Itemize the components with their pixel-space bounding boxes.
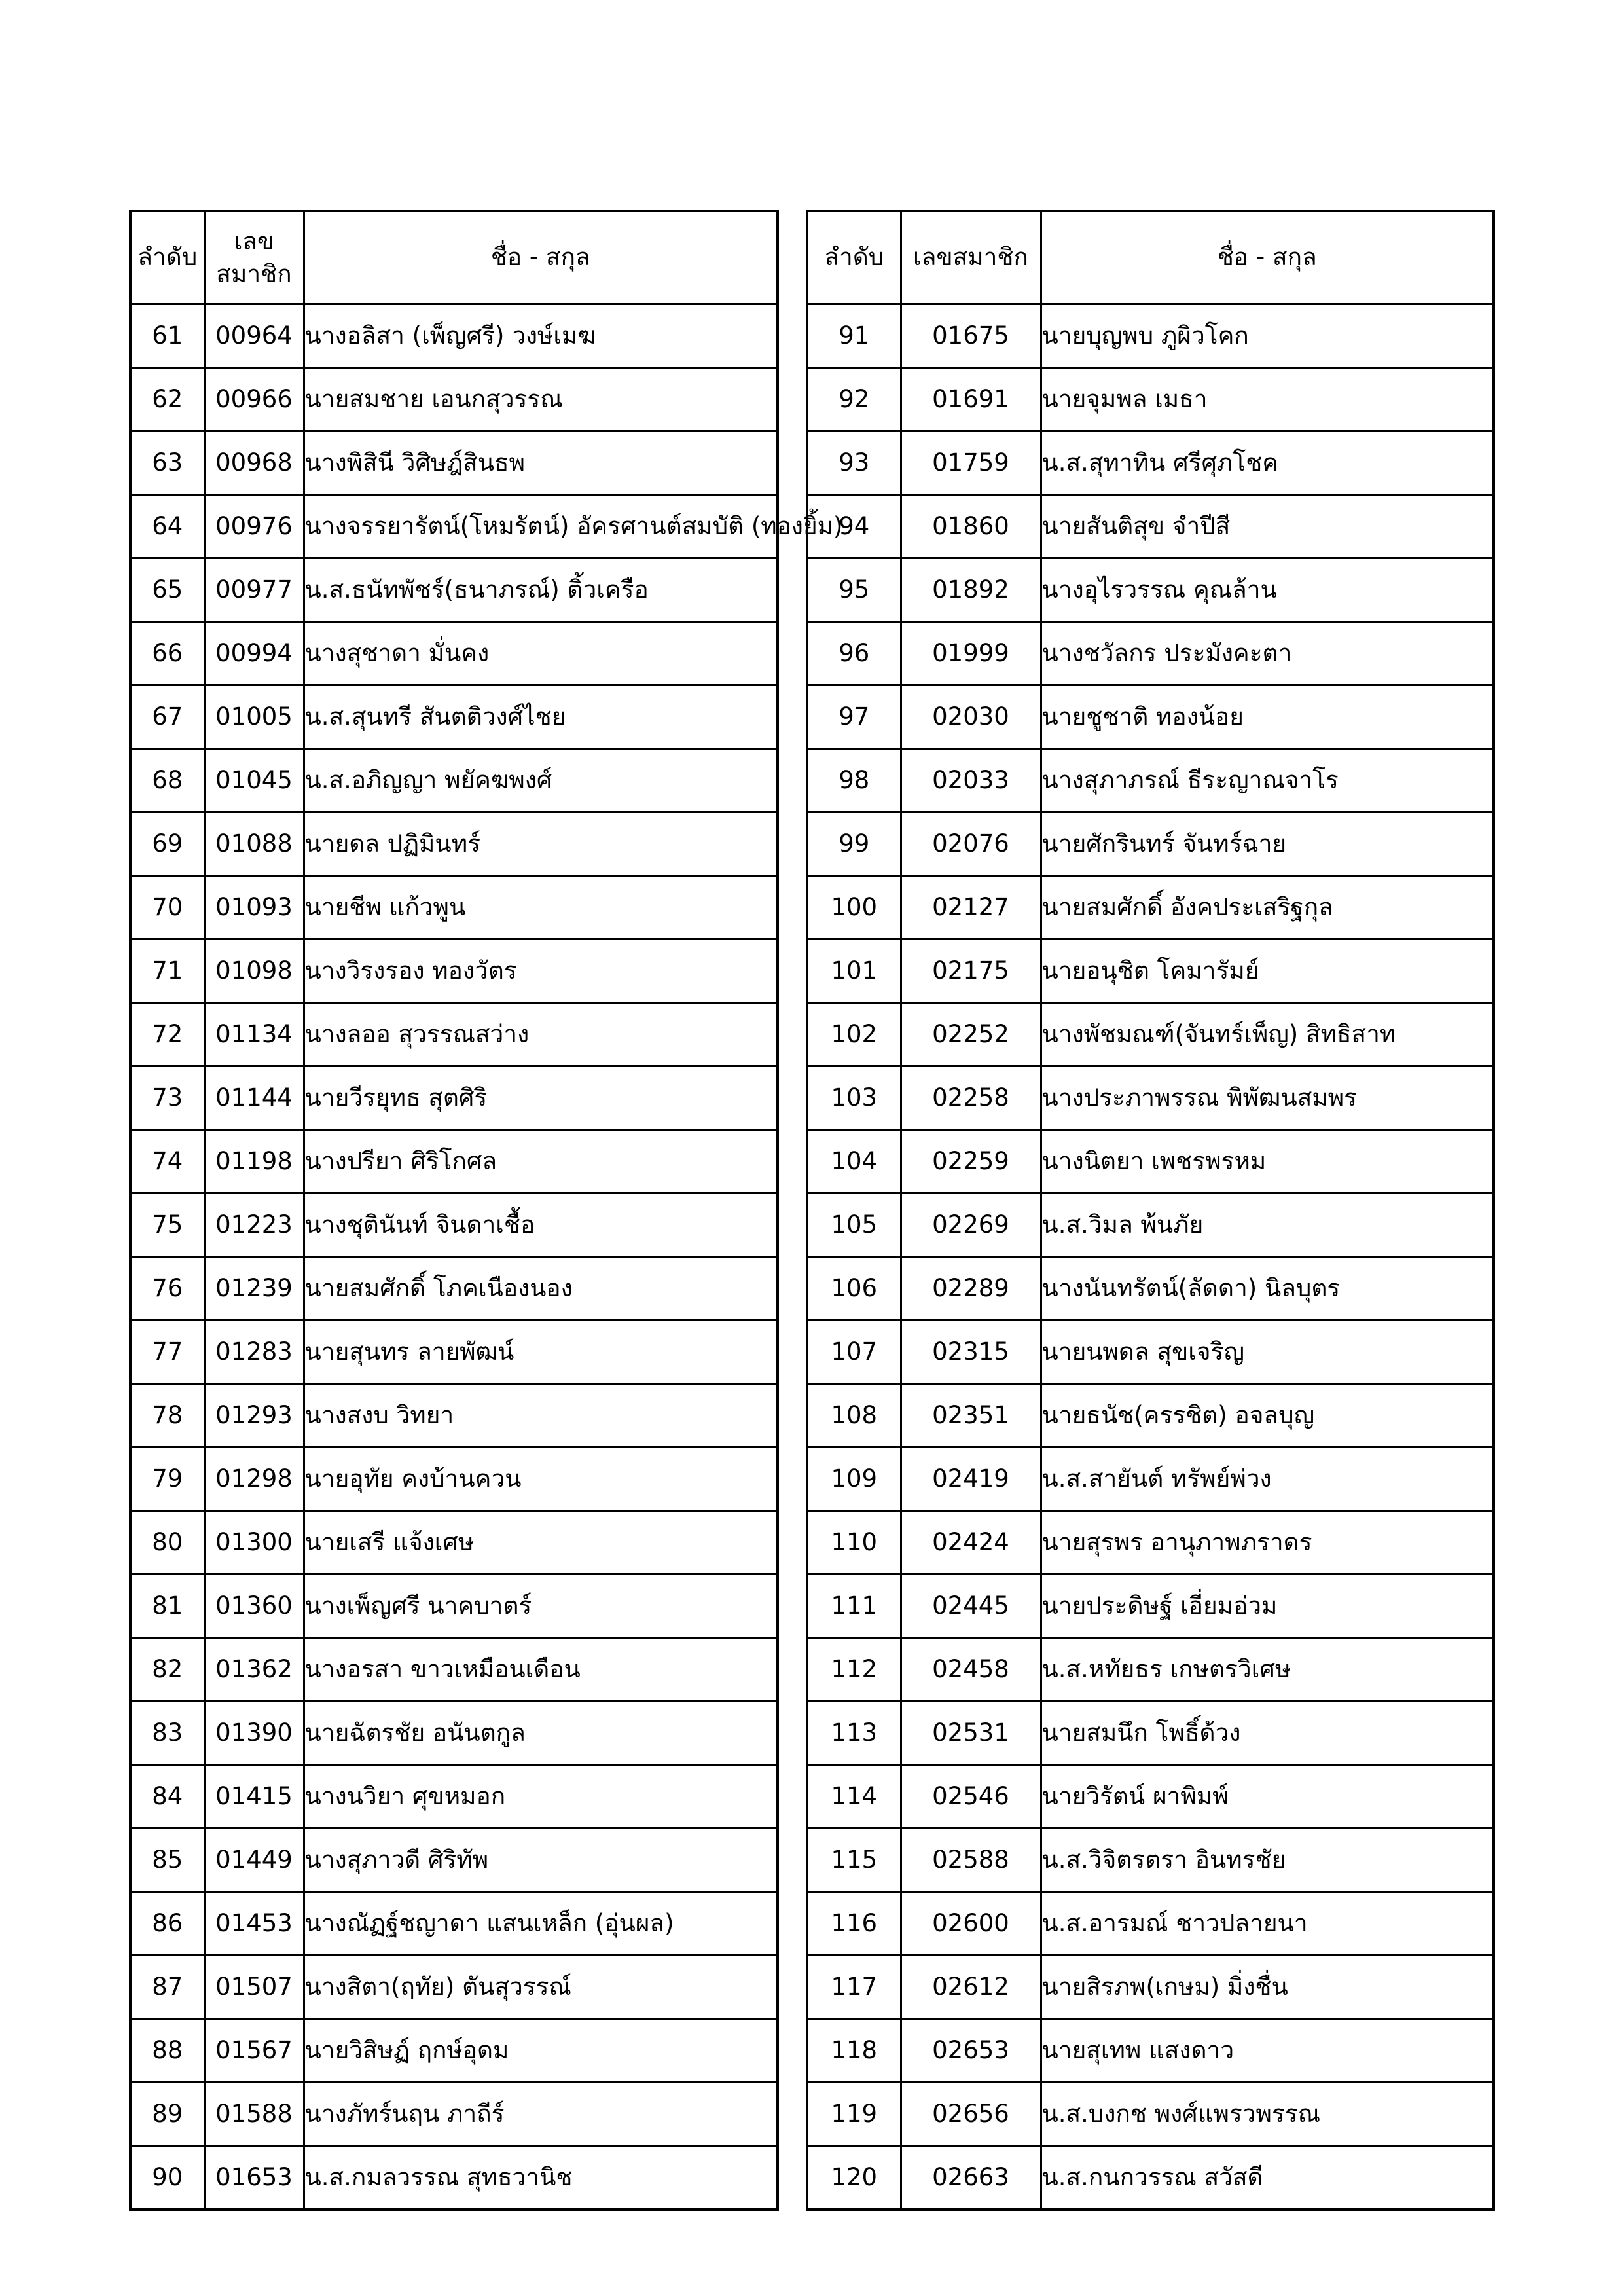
row-seq: 93 <box>807 431 901 495</box>
table-row <box>807 1702 1494 1765</box>
row-member-no: 02588 <box>901 1829 1041 1892</box>
table-row <box>130 622 778 685</box>
row-name: นายสมชาย เอนกสุวรรณ <box>304 368 778 431</box>
row-seq: 118 <box>807 2019 901 2083</box>
row-seq: 111 <box>807 1575 901 1638</box>
row-member-no: 01588 <box>204 2083 304 2146</box>
row-member-no: 01415 <box>204 1765 304 1829</box>
row-seq: 86 <box>130 1892 204 1956</box>
row-member-no: 01675 <box>901 304 1041 368</box>
row-member-no: 01300 <box>204 1511 304 1575</box>
row-member-no: 02030 <box>901 685 1041 749</box>
row-name: นางสุภาภรณ์ ธีระญาณจาโร <box>1041 749 1494 812</box>
row-seq: 74 <box>130 1130 204 1194</box>
table-row <box>130 1829 778 1892</box>
table-row <box>130 1892 778 1956</box>
row-member-no: 02663 <box>901 2146 1041 2210</box>
row-seq: 112 <box>807 1638 901 1702</box>
row-seq: 98 <box>807 749 901 812</box>
row-member-no: 02259 <box>901 1130 1041 1194</box>
row-name: นายสิรภพ(เกษม) มิ่งชื่น <box>1041 1956 1494 2019</box>
table-row <box>130 431 778 495</box>
row-name: นายดล ปฏิมินทร์ <box>304 812 778 876</box>
table-row <box>807 685 1494 749</box>
row-name: นางชุตินันท์ จินดาเชื้อ <box>304 1194 778 1257</box>
row-name: นายจุมพล เมธา <box>1041 368 1494 431</box>
row-name: นางสงบ วิทยา <box>304 1384 778 1448</box>
row-member-no: 00968 <box>204 431 304 495</box>
table-row <box>807 495 1494 558</box>
table-row <box>130 1575 778 1638</box>
row-member-no: 02289 <box>901 1257 1041 1321</box>
row-member-no: 01360 <box>204 1575 304 1638</box>
row-seq: 95 <box>807 558 901 622</box>
row-name: นายอุทัย คงบ้านควน <box>304 1448 778 1511</box>
table-row <box>807 1956 1494 2019</box>
table-row <box>130 1956 778 2019</box>
row-member-no: 01093 <box>204 876 304 939</box>
row-name: น.ส.ธนัทพัชร์(ธนาภรณ์) ติ้วเครือ <box>304 558 778 622</box>
header-seq: ลำดับ <box>130 211 204 304</box>
row-member-no: 01198 <box>204 1130 304 1194</box>
row-seq: 120 <box>807 2146 901 2210</box>
row-seq: 109 <box>807 1448 901 1511</box>
row-name: นายประดิษฐ์ เอี่ยมอ่วม <box>1041 1575 1494 1638</box>
member-table-left <box>129 210 843 2211</box>
row-member-no: 01691 <box>901 368 1041 431</box>
row-seq: 113 <box>807 1702 901 1765</box>
row-member-no: 01567 <box>204 2019 304 2083</box>
row-name: นายอนุชิต โคมารัมย์ <box>1041 939 1494 1003</box>
row-member-no: 02127 <box>901 876 1041 939</box>
row-seq: 68 <box>130 749 204 812</box>
row-member-no: 01098 <box>204 939 304 1003</box>
row-name: น.ส.สุนทรี สันตติวงศ์ไชย <box>304 685 778 749</box>
row-name: นายสันติสุข จำปีสี <box>1041 495 1494 558</box>
table-row <box>807 558 1494 622</box>
row-seq: 105 <box>807 1194 901 1257</box>
table-row <box>130 1321 778 1384</box>
row-member-no: 01293 <box>204 1384 304 1448</box>
row-seq: 89 <box>130 2083 204 2146</box>
header-member-no <box>204 211 304 304</box>
table-body-left <box>130 304 843 2210</box>
table-row <box>807 1638 1494 1702</box>
table-row <box>130 812 778 876</box>
row-name: นางชวัลกร ประมังคะตา <box>1041 622 1494 685</box>
table-header-row <box>130 211 778 304</box>
row-name: น.ส.กนกวรรณ สวัสดี <box>1041 2146 1494 2210</box>
table-row <box>807 431 1494 495</box>
row-seq: 83 <box>130 1702 204 1765</box>
row-name: นางอลิสา (เพ็ญศรี) วงษ์เมฆ <box>304 304 778 368</box>
row-seq: 99 <box>807 812 901 876</box>
row-member-no: 02600 <box>901 1892 1041 1956</box>
row-member-no: 01088 <box>204 812 304 876</box>
header-member-no-line1: เลข <box>234 227 274 255</box>
row-member-no: 01223 <box>204 1194 304 1257</box>
table-row <box>807 1575 1494 1638</box>
row-name: นายบุญพบ ภูผิวโคก <box>1041 304 1494 368</box>
table-row <box>130 749 778 812</box>
row-seq: 67 <box>130 685 204 749</box>
row-name: นางเพ็ญศรี นาคบาตร์ <box>304 1575 778 1638</box>
table-row <box>807 1003 1494 1066</box>
row-name: น.ส.อารมณ์ ชาวปลายนา <box>1041 1892 1494 1956</box>
row-name: นางปรียา ศิริโกศล <box>304 1130 778 1194</box>
table-row <box>807 2019 1494 2083</box>
table-row <box>807 1130 1494 1194</box>
row-name: นายวิรัตน์ ผาพิมพ์ <box>1041 1765 1494 1829</box>
row-name: นางสุภาวดี ศิริทัพ <box>304 1829 778 1892</box>
row-name: นายฉัตรชัย อนันตกูล <box>304 1702 778 1765</box>
row-name: นายนพดล สุขเจริญ <box>1041 1321 1494 1384</box>
table-row <box>807 2083 1494 2146</box>
table-row <box>130 1066 778 1130</box>
row-member-no: 01134 <box>204 1003 304 1066</box>
row-member-no: 01362 <box>204 1638 304 1702</box>
row-member-no: 02458 <box>901 1638 1041 1702</box>
table-row <box>130 876 778 939</box>
row-member-no: 00976 <box>204 495 304 558</box>
row-seq: 94 <box>807 495 901 558</box>
row-seq: 84 <box>130 1765 204 1829</box>
row-name: นางอรสา ขาวเหมือนเดือน <box>304 1638 778 1702</box>
row-name: นางประภาพรรณ พิพัฒนสมพร <box>1041 1066 1494 1130</box>
table-row <box>130 1702 778 1765</box>
row-seq: 91 <box>807 304 901 368</box>
row-name: นายชีพ แก้วพูน <box>304 876 778 939</box>
row-member-no: 02315 <box>901 1321 1041 1384</box>
row-name: นางนันทรัตน์(ลัดดา) นิลบุตร <box>1041 1257 1494 1321</box>
row-member-no: 01045 <box>204 749 304 812</box>
row-seq: 85 <box>130 1829 204 1892</box>
row-member-no: 00977 <box>204 558 304 622</box>
table-row <box>130 495 778 558</box>
row-name: น.ส.วิมล พ้นภัย <box>1041 1194 1494 1257</box>
row-name: นางนวิยา ศุขหมอก <box>304 1765 778 1829</box>
row-member-no: 02445 <box>901 1575 1041 1638</box>
row-seq: 96 <box>807 622 901 685</box>
row-seq: 103 <box>807 1066 901 1130</box>
table-row <box>807 1384 1494 1448</box>
table-header-row <box>807 211 1494 304</box>
table-row <box>130 1448 778 1511</box>
row-name: นายเสรี แจ้งเศษ <box>304 1511 778 1575</box>
row-seq: 101 <box>807 939 901 1003</box>
row-name: น.ส.อภิญญา พยัคฆพงศ์ <box>304 749 778 812</box>
table-row <box>807 1511 1494 1575</box>
row-name: นายสมศักดิ์ อังคประเสริฐกุล <box>1041 876 1494 939</box>
row-member-no: 02076 <box>901 812 1041 876</box>
table-row <box>807 939 1494 1003</box>
row-seq: 116 <box>807 1892 901 1956</box>
row-name: นายสุเทพ แสงดาว <box>1041 2019 1494 2083</box>
row-seq: 108 <box>807 1384 901 1448</box>
row-member-no: 02419 <box>901 1448 1041 1511</box>
table-row <box>807 1892 1494 1956</box>
table-row <box>807 1448 1494 1511</box>
row-seq: 114 <box>807 1765 901 1829</box>
member-table-right <box>806 210 1495 2211</box>
table-row <box>130 304 778 368</box>
table-row <box>130 368 778 431</box>
table-row <box>130 1003 778 1066</box>
row-seq: 77 <box>130 1321 204 1384</box>
table-row <box>807 749 1494 812</box>
table-row <box>130 1511 778 1575</box>
table-row <box>130 1194 778 1257</box>
row-member-no: 01892 <box>901 558 1041 622</box>
row-seq: 63 <box>130 431 204 495</box>
row-name: นางพัชมณฑ์(จันทร์เพ็ญ) สิทธิสาท <box>1041 1003 1494 1066</box>
row-member-no: 02175 <box>901 939 1041 1003</box>
table-row <box>130 558 778 622</box>
row-name: นางสิตา(ฤทัย) ตันสุวรรณ์ <box>304 1956 778 2019</box>
row-seq: 65 <box>130 558 204 622</box>
header-member-no: เลขสมาชิก <box>901 211 1041 304</box>
row-name: นางลออ สุวรรณสว่าง <box>304 1003 778 1066</box>
row-member-no: 01507 <box>204 1956 304 2019</box>
row-name: นางณัฏฐ์ชญาดา แสนเหล็ก (อุ่นผล) <box>304 1892 778 1956</box>
row-name: นายสุนทร ลายพัฒน์ <box>304 1321 778 1384</box>
row-name: นางภัทร์นฤน ภาถีร์ <box>304 2083 778 2146</box>
row-member-no: 00964 <box>204 304 304 368</box>
row-member-no: 02653 <box>901 2019 1041 2083</box>
row-seq: 62 <box>130 368 204 431</box>
row-name: น.ส.สายันต์ ทรัพย์พ่วง <box>1041 1448 1494 1511</box>
header-member-no-line2: สมาชิก <box>216 259 292 288</box>
table-row <box>807 1194 1494 1257</box>
row-member-no: 02612 <box>901 1956 1041 2019</box>
row-seq: 97 <box>807 685 901 749</box>
table-row <box>130 685 778 749</box>
row-seq: 72 <box>130 1003 204 1066</box>
row-seq: 82 <box>130 1638 204 1702</box>
row-seq: 73 <box>130 1066 204 1130</box>
row-member-no: 02258 <box>901 1066 1041 1130</box>
row-name: นางอุไรวรรณ คุณล้าน <box>1041 558 1494 622</box>
table-row <box>130 939 778 1003</box>
row-seq: 88 <box>130 2019 204 2083</box>
table-row <box>807 1829 1494 1892</box>
row-name: นางพิสินี วิศิษฎ์สินธพ <box>304 431 778 495</box>
row-seq: 87 <box>130 1956 204 2019</box>
table-row <box>807 2146 1494 2210</box>
row-seq: 107 <box>807 1321 901 1384</box>
header-name: ชื่อ - สกุล <box>1041 211 1494 304</box>
row-seq: 110 <box>807 1511 901 1575</box>
table-row <box>807 622 1494 685</box>
row-member-no: 01860 <box>901 495 1041 558</box>
row-member-no: 01283 <box>204 1321 304 1384</box>
table-row <box>807 1765 1494 1829</box>
row-member-no: 02033 <box>901 749 1041 812</box>
table-row <box>130 1384 778 1448</box>
table-row <box>130 2019 778 2083</box>
table-row <box>130 2083 778 2146</box>
row-seq: 71 <box>130 939 204 1003</box>
row-seq: 119 <box>807 2083 901 2146</box>
row-seq: 106 <box>807 1257 901 1321</box>
row-name: นางวิรงรอง ทองวัตร <box>304 939 778 1003</box>
table-row <box>807 876 1494 939</box>
row-name: นายชูชาติ ทองน้อย <box>1041 685 1494 749</box>
table-body-right <box>807 304 1494 2210</box>
row-member-no: 01759 <box>901 431 1041 495</box>
row-member-no: 01449 <box>204 1829 304 1892</box>
row-seq: 102 <box>807 1003 901 1066</box>
row-seq: 69 <box>130 812 204 876</box>
table-row <box>807 368 1494 431</box>
row-seq: 70 <box>130 876 204 939</box>
row-seq: 115 <box>807 1829 901 1892</box>
row-name: นายสุรพร อานุภาพภราดร <box>1041 1511 1494 1575</box>
table-row <box>130 1638 778 1702</box>
table-row <box>807 812 1494 876</box>
row-member-no: 02351 <box>901 1384 1041 1448</box>
table-row <box>130 1130 778 1194</box>
row-member-no: 01144 <box>204 1066 304 1130</box>
row-name: น.ส.บงกช พงศ์แพรวพรรณ <box>1041 2083 1494 2146</box>
row-member-no: 02531 <box>901 1702 1041 1765</box>
row-seq: 104 <box>807 1130 901 1194</box>
row-member-no: 01239 <box>204 1257 304 1321</box>
row-seq: 61 <box>130 304 204 368</box>
table-row <box>807 1066 1494 1130</box>
row-seq: 64 <box>130 495 204 558</box>
row-seq: 66 <box>130 622 204 685</box>
row-member-no: 00994 <box>204 622 304 685</box>
header-seq: ลำดับ <box>807 211 901 304</box>
table-row <box>807 1321 1494 1384</box>
row-name: นางสุชาดา มั่นคง <box>304 622 778 685</box>
table-row <box>807 1257 1494 1321</box>
row-member-no: 01298 <box>204 1448 304 1511</box>
row-name: นางจรรยารัตน์(โหมรัตน์) อัครศานต์สมบัติ (ทองยิ้ม) <box>304 495 778 558</box>
row-member-no: 02252 <box>901 1003 1041 1066</box>
row-seq: 81 <box>130 1575 204 1638</box>
row-name: นายศักรินทร์ จันทร์ฉาย <box>1041 812 1494 876</box>
row-member-no: 01653 <box>204 2146 304 2210</box>
row-member-no: 01005 <box>204 685 304 749</box>
row-seq: 90 <box>130 2146 204 2210</box>
table-row <box>130 2146 778 2210</box>
row-name: นางนิตยา เพชรพรหม <box>1041 1130 1494 1194</box>
row-seq: 75 <box>130 1194 204 1257</box>
row-member-no: 01390 <box>204 1702 304 1765</box>
row-seq: 79 <box>130 1448 204 1511</box>
row-name: นายสมศักดิ์ โภคเนืองนอง <box>304 1257 778 1321</box>
row-member-no: 02656 <box>901 2083 1041 2146</box>
row-member-no: 01999 <box>901 622 1041 685</box>
table-row <box>130 1765 778 1829</box>
row-name: น.ส.กมลวรรณ สุทธวานิช <box>304 2146 778 2210</box>
row-name: นายวิสิษฏ์ ฤกษ์อุดม <box>304 2019 778 2083</box>
row-name: นายวีรยุทธ สุตศิริ <box>304 1066 778 1130</box>
row-member-no: 00966 <box>204 368 304 431</box>
row-member-no: 02424 <box>901 1511 1041 1575</box>
row-name: น.ส.หทัยธร เกษตรวิเศษ <box>1041 1638 1494 1702</box>
row-seq: 100 <box>807 876 901 939</box>
row-seq: 117 <box>807 1956 901 2019</box>
row-seq: 76 <box>130 1257 204 1321</box>
row-member-no: 02269 <box>901 1194 1041 1257</box>
row-member-no: 01453 <box>204 1892 304 1956</box>
table-row <box>130 1257 778 1321</box>
row-name: น.ส.สุทาทิน ศรีศุภโชค <box>1041 431 1494 495</box>
row-name: นายธนัช(ครรชิต) อจลบุญ <box>1041 1384 1494 1448</box>
header-name: ชื่อ - สกุล <box>304 211 778 304</box>
row-seq: 92 <box>807 368 901 431</box>
table-row <box>807 304 1494 368</box>
row-member-no: 02546 <box>901 1765 1041 1829</box>
row-name: นายสมนึก โพธิ์ด้วง <box>1041 1702 1494 1765</box>
row-seq: 78 <box>130 1384 204 1448</box>
row-seq: 80 <box>130 1511 204 1575</box>
row-name: น.ส.วิจิตรตรา อินทรชัย <box>1041 1829 1494 1892</box>
